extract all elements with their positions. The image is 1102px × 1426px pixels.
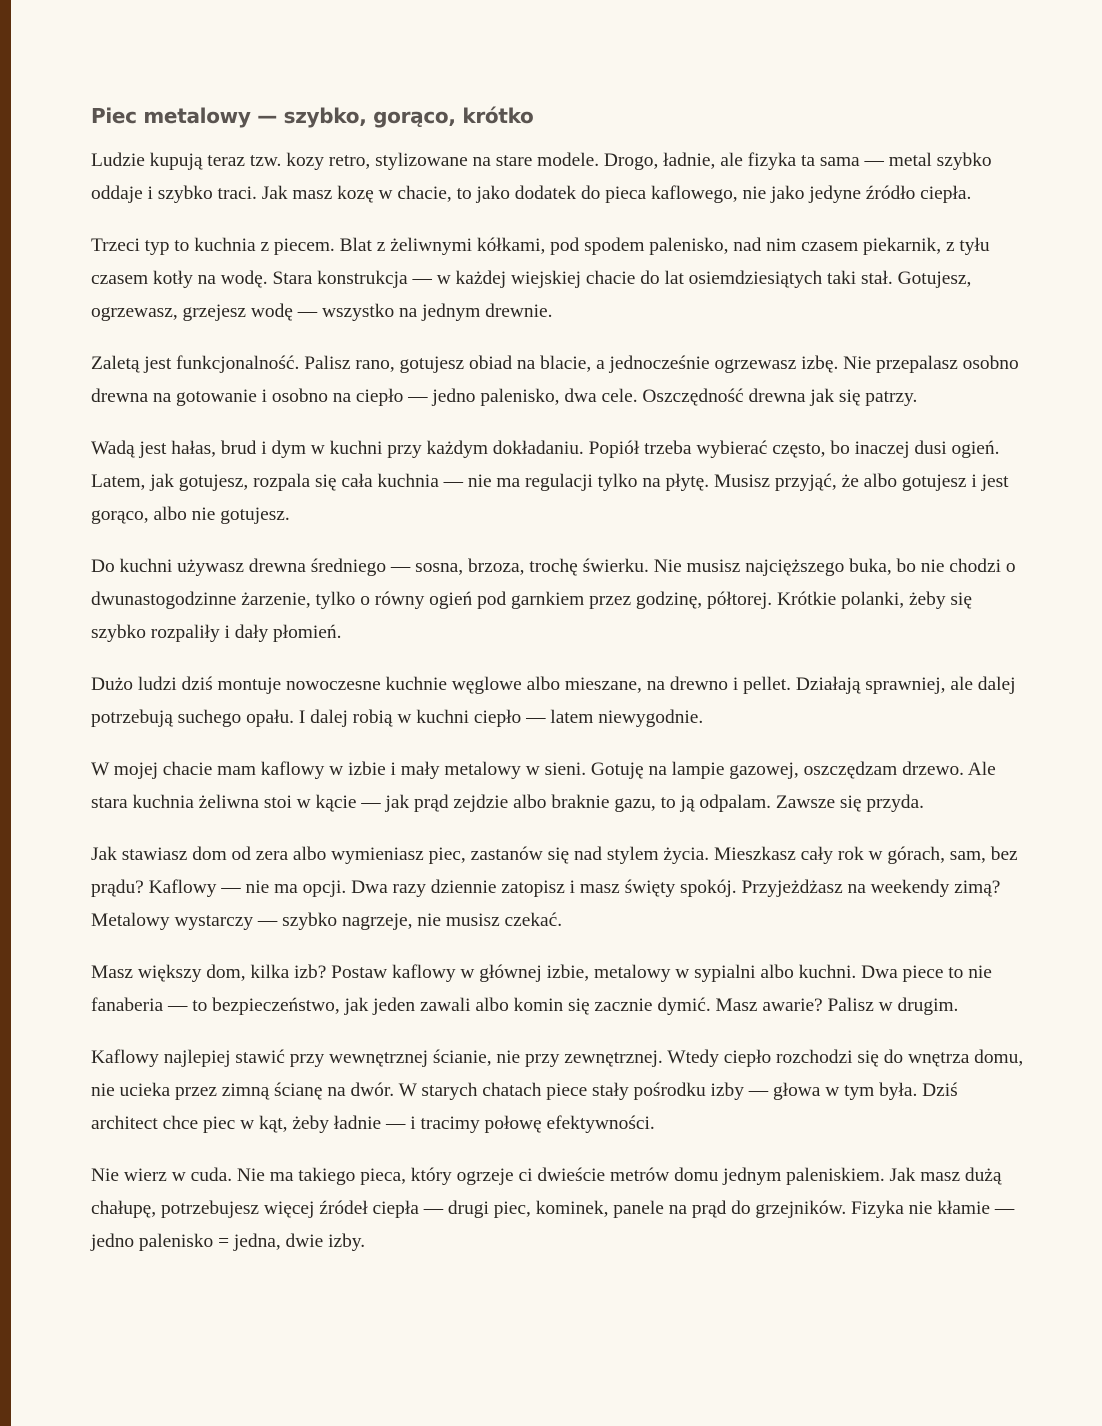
paragraph-nie-wierz-w-cuda: Nie wierz w cuda. Nie ma takiego pieca, który ogrzeje ci dwieście metrów domu jednym paleniskiem. Jak masz dużą chałupę, potrzebujesz więcej źródeł ciepła — drugi piec, kominek, panele na prąd do grzejników. Fizyka nie kłamie — jedno palenisko = jedna, dwie izby. — [91, 1165, 1015, 1252]
paragraph-nowoczesne-kuchnie: Dużo ludzi dziś montuje nowoczesne kuchnie węglowe albo mieszane, na drewno i pellet. Działają sprawniej, ale dalej potrzebują suchego opału. I dalej robią w kuchni ciepło — latem niewygodnie. — [91, 674, 1016, 728]
section-heading: Piec metalowy — szybko, gorąco, krótko — [91, 104, 534, 128]
paragraph-styl-zycia: Jak stawiasz dom od zera albo wymieniasz piec, zastanów się nad stylem życia. Mieszkasz cały rok w górach, sam, bez prądu? Kaflowy — nie ma opcji. Dwa razy dziennie zatopisz i masz święty spokój. Przyjeżdżasz na weekendy zimą? Metalowy wystarczy — szybko nagrzeje, nie musisz czekać. — [91, 844, 1018, 931]
article-content — [91, 100, 1026, 1277]
paragraph-drewno-do-kuchni: Do kuchni używasz drewna średniego — sosna, brzoza, trochę świerku. Nie musisz najcięższego buka, bo nie chodzi o dwunastogodzinne żarzenie, tylko o równy ogień pod garnkiem przez godzinę, półtorej. Krótkie polanki, żeby się szybko rozpaliły i dały płomień. — [91, 556, 1016, 643]
paragraph-kuchnia-z-piecem: Trzeci typ to kuchnia z piecem. Blat z żeliwnymi kółkami, pod spodem palenisko, nad nim czasem piekarnik, z tyłu czasem kotły na wodę. Stara konstrukcja — w każdej wiejskiej chacie do lat osiemdziesiątych taki stał. Gotujesz, ogrzewasz, grzejesz wodę — wszystko na jednym drewnie. — [91, 235, 990, 322]
paragraph-wada: Wadą jest hałas, brud i dym w kuchni przy każdym dokładaniu. Popiół trzeba wybierać często, bo inaczej dusi ogień. Latem, jak gotujesz, rozpala się cała kuchnia — nie ma regulacji tylko na płytę. Musisz przyjąć, że albo gotujesz i jest gorąco, albo nie gotujesz. — [91, 438, 1009, 525]
paragraph-wiekszy-dom: Masz większy dom, kilka izb? Postaw kaflowy w głównej izbie, metalowy w sypialni albo kuchni. Dwa piece to nie fanaberia — to bezpieczeństwo, jak jeden zawali albo komin się zacznie dymić. Masz awarie? Palisz w drugim. — [91, 962, 992, 1016]
paragraph-moja-chata: W mojej chacie mam kaflowy w izbie i mały metalowy w sieni. Gotuję na lampie gazowej, oszczędzam drzewo. Ale stara kuchnia żeliwna stoi w kącie — jak prąd zejdzie albo braknie gazu, to ją odpalam. Zawsze się przyda. — [91, 759, 996, 813]
paragraph-wewnetrzna-sciana: Kaflowy najlepiej stawić przy wewnętrznej ścianie, nie przy zewnętrznej. Wtedy ciepło rozchodzi się do wnętrza domu, nie ucieka przez zimną ścianę na dwór. W starych chatach piece stały pośrodku izby — głowa w tym była. Dziś architect chce piec w kąt, żeby ładnie — i tracimy połowę efektywności. — [91, 1047, 1024, 1134]
left-edge-bar — [0, 0, 11, 1426]
paragraph-zaleta: Zaletą jest funkcjonalność. Palisz rano, gotujesz obiad na blacie, a jednocześnie ogrzewasz izbę. Nie przepalasz osobno drewna na gotowanie i osobno na ciepło — jedno palenisko, dwa cele. Oszczędność drewna jak się patrzy. — [91, 353, 1019, 407]
paragraph-kozy-retro: Ludzie kupują teraz tzw. kozy retro, stylizowane na stare modele. Drogo, ładnie, ale fizyka ta sama — metal szybko oddaje i szybko traci. Jak masz kozę w chacie, to jako dodatek do pieca kaflowego, nie jako jedyne źródło ciepła. — [91, 150, 992, 204]
